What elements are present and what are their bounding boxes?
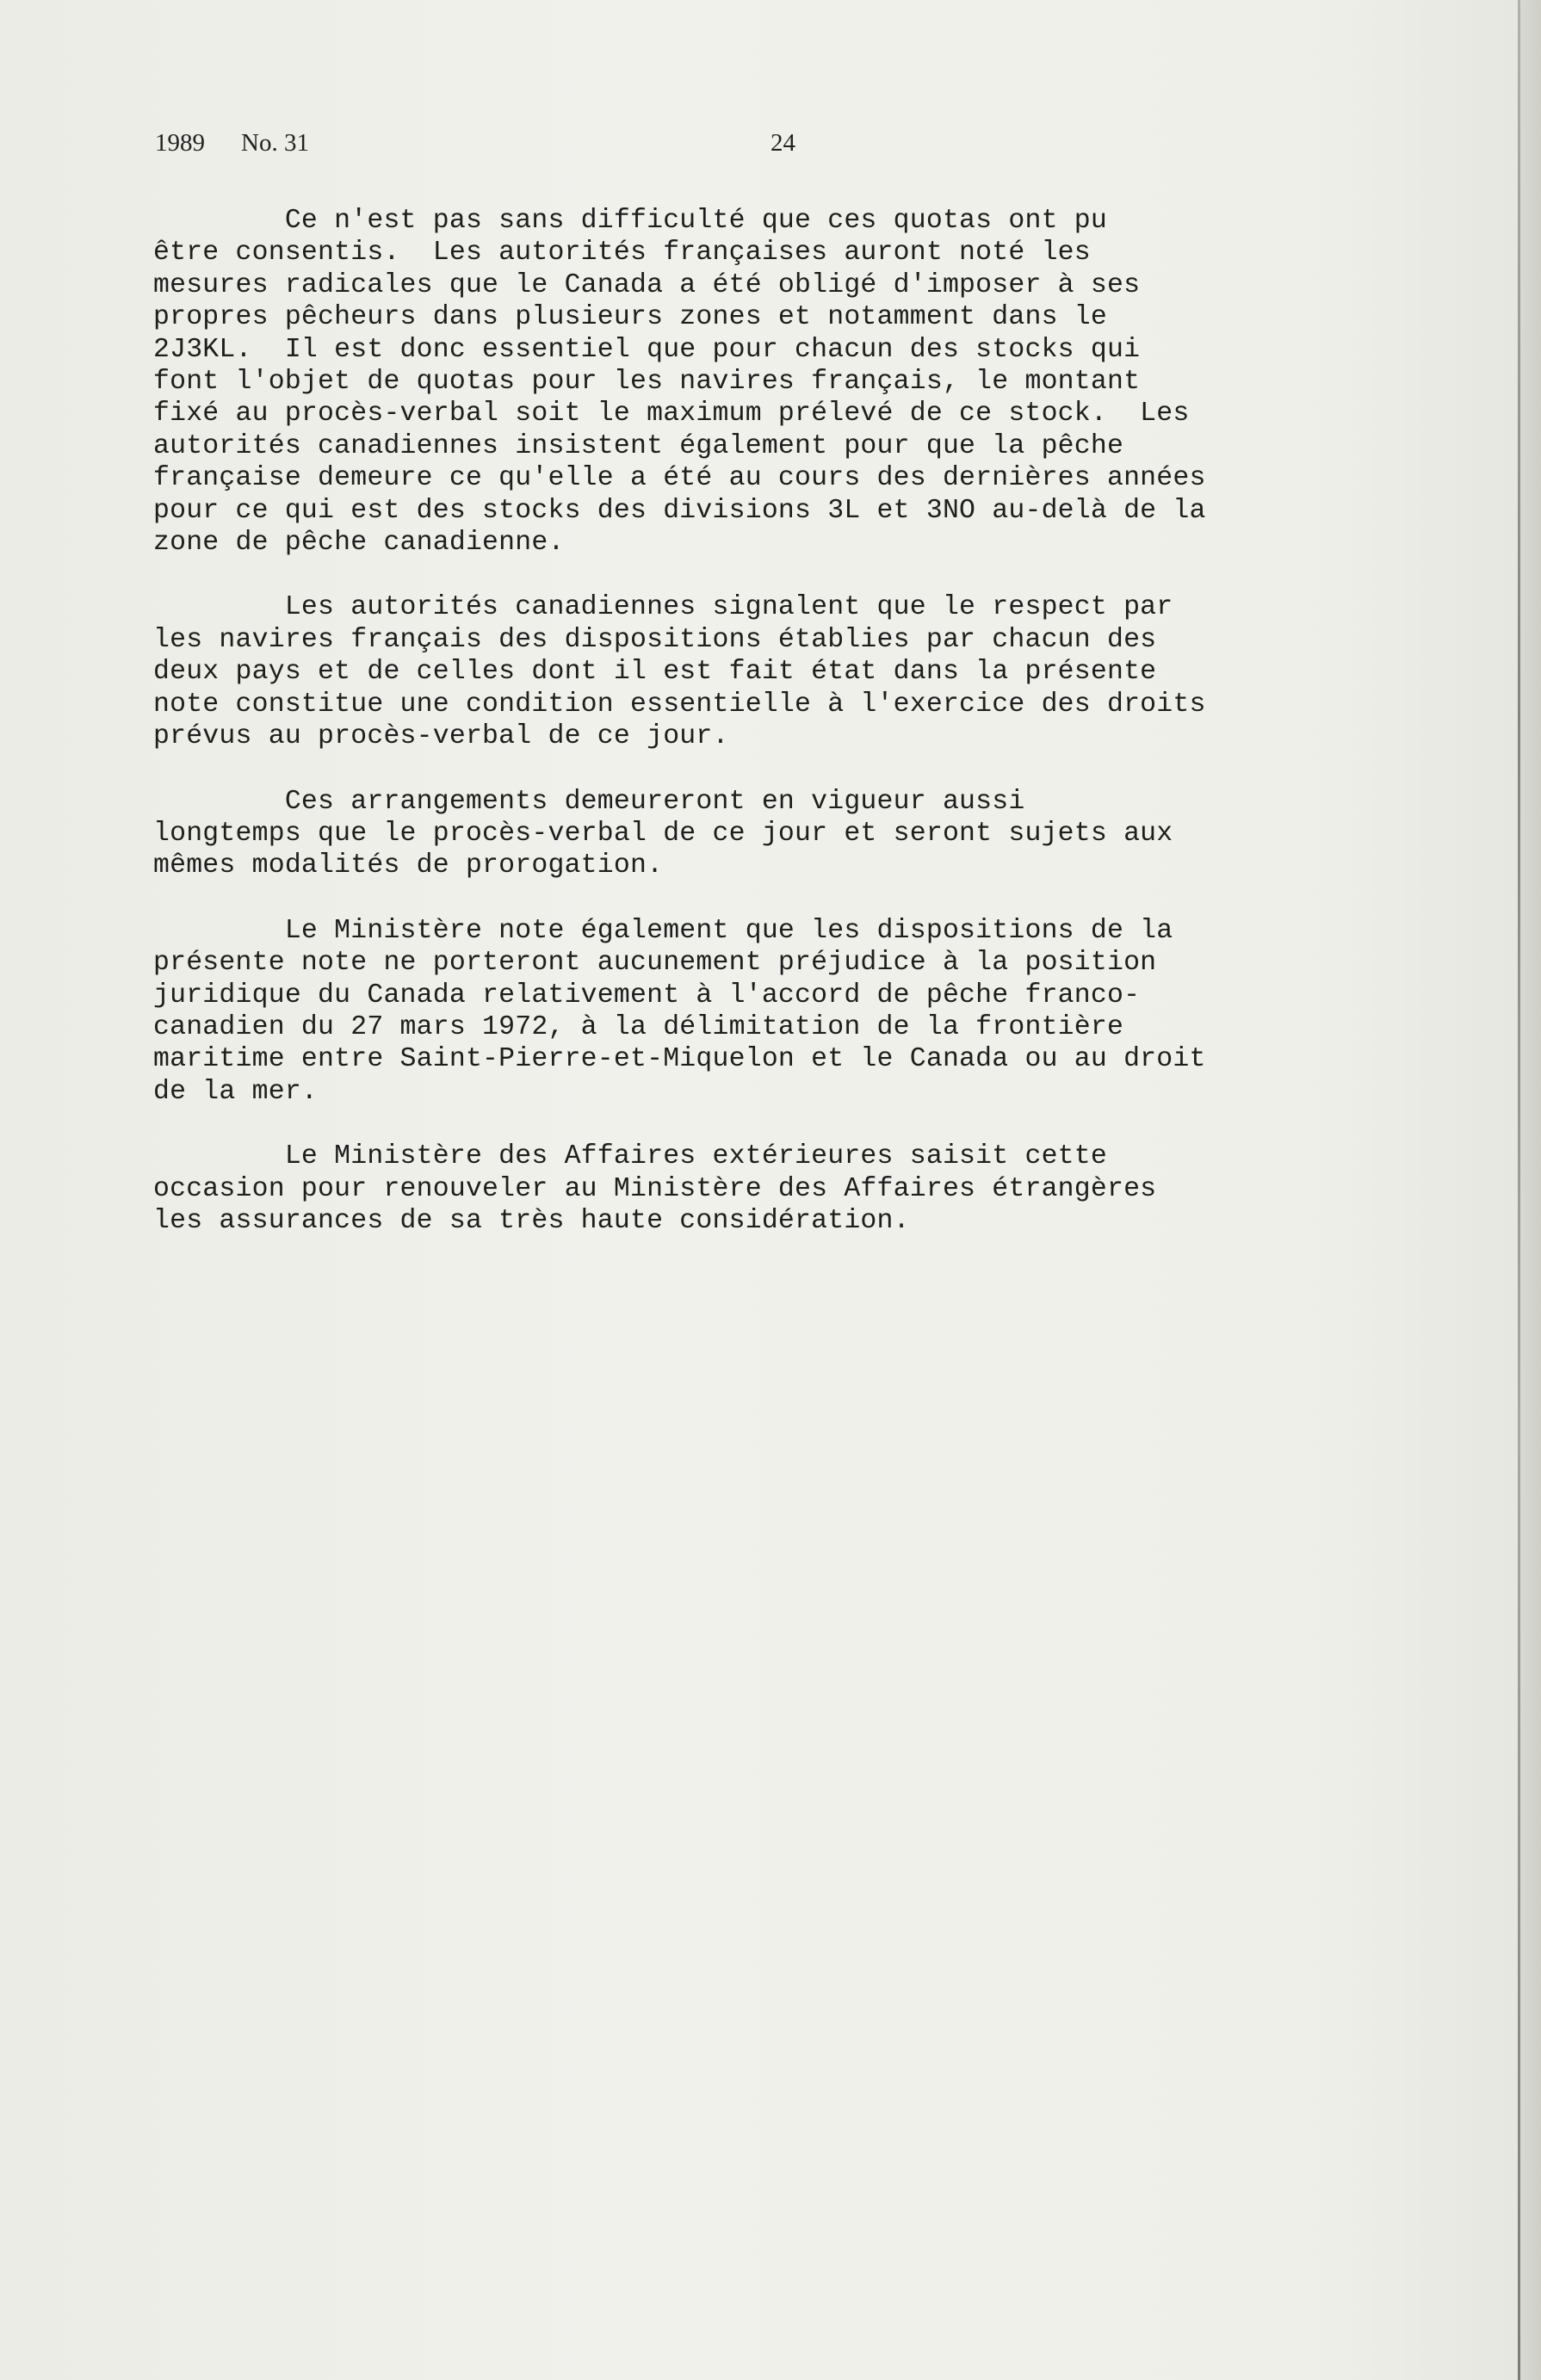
paragraph-legal-position: Le Ministère note également que les dispositions de la présente note ne porteront aucunement préjudice à la position juridique du Canada relativement à l'accord de pêche franco- canadien du 27 mars 1972, à la délimitation de la frontière maritime entre Saint-Pierre-et-Miquelon et le Canada ou au droit de la mer. xyxy=(153,915,1206,1107)
paragraph-closing: Le Ministère des Affaires extérieures saisit cette occasion pour renouveler au Ministère des Affaires étrangères les assurances de sa très haute considération. xyxy=(153,1141,1157,1236)
page-edge-shadow xyxy=(1520,0,1541,2380)
paragraph-quotas: Ce n'est pas sans difficulté que ces quotas ont pu être consentis. Les autorités françaises auront noté les mesures radicales que le Canada a été obligé d'imposer à ses propres pêcheurs dans plusieurs zones et notamment dans le 2J3KL. Il est donc essentiel que pour chacun des stocks qui font l'objet de quotas pour les navires français, le montant fixé au procès-verbal soit le maximum prélevé de ce stock. Les autorités canadiennes insistent également pour que la pêche française demeure ce qu'elle a été au cours des dernières années pour ce qui est des stocks des divisions 3L et 3NO au-delà de la zone de pêche canadienne. xyxy=(153,206,1206,559)
paragraph-arrangements: Ces arrangements demeureront en vigueur aussi longtemps que le procès-verbal de ce jour et seront sujets aux mêmes modalités de prorogation. xyxy=(153,786,1173,881)
header-issue-number: No. 31 xyxy=(241,129,309,157)
header-page-number: 24 xyxy=(770,129,795,157)
page-edge-line xyxy=(1518,0,1520,2380)
document-body xyxy=(153,205,1384,1270)
page-header xyxy=(155,129,1360,164)
paragraph-respect-dispositions: Les autorités canadiennes signalent que le respect par les navires français des dispositions établies par chacun des deux pays et de celles dont il est fait état dans la présente note constitue une condition essentielle à l'exercice des droits prévus au procès-verbal de ce jour. xyxy=(153,592,1206,752)
header-year: 1989 xyxy=(155,129,205,157)
